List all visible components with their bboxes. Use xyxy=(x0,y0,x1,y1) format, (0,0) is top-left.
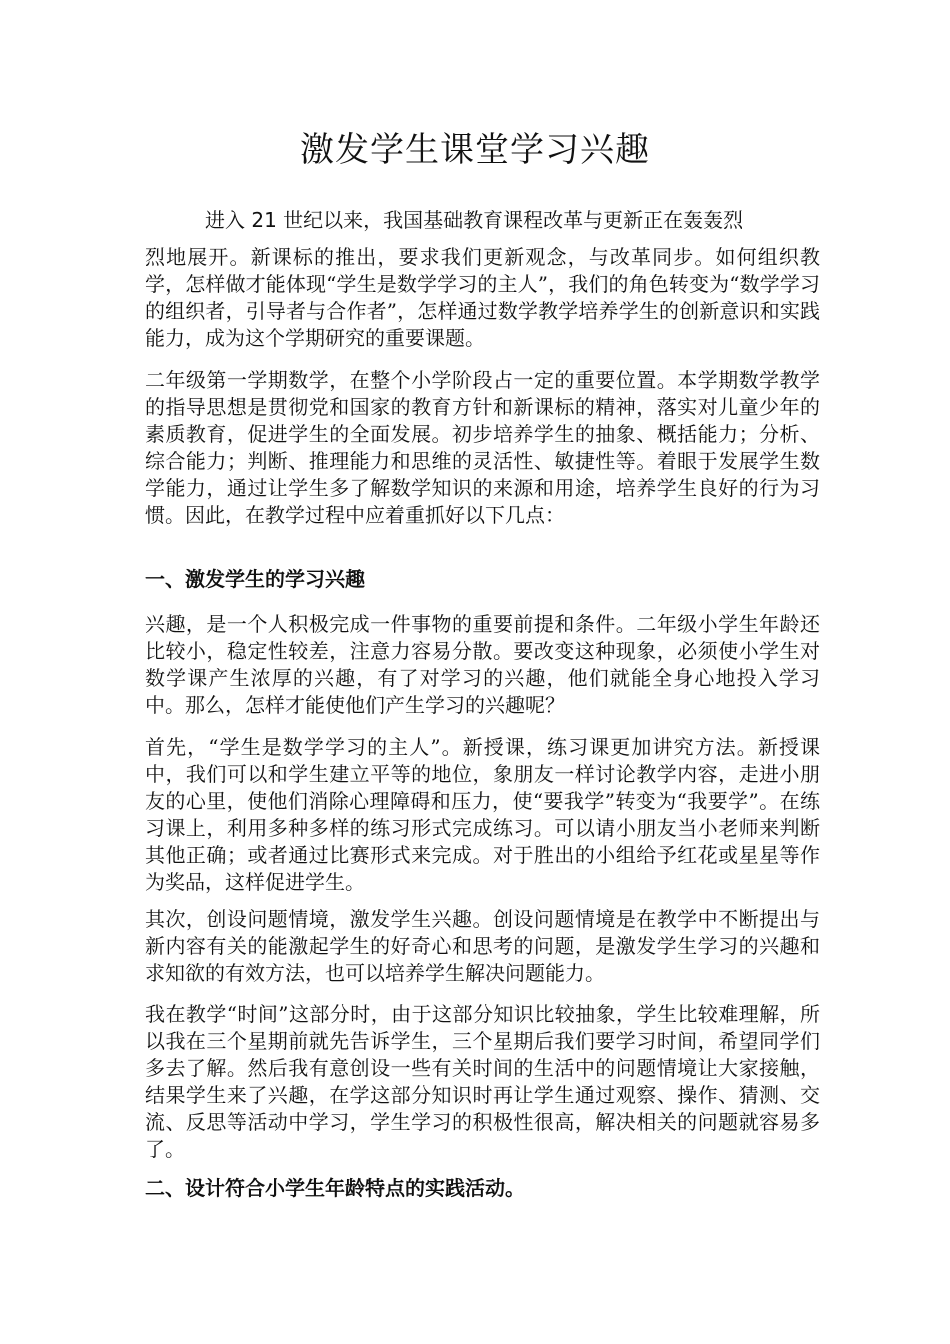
section-heading-2: 二、设计符合小学生年龄特点的实践活动。 xyxy=(145,1176,525,1200)
intro-first-line-pre: 进入 xyxy=(205,208,245,232)
paragraph-interest: 兴趣，是一个人积极完成一件事物的重要前提和条件。二年级小学生年龄还比较小，稳定性较差，注意力容易分散。要改变这种现象，必须使小学生对数学课产生浓厚的兴趣，有了对学习的兴趣，他们就能全身心地投入学习中。那么，怎样才能使他们产生学习的兴趣呢？ xyxy=(145,612,820,717)
paragraph-second: 其次，创设问题情境，激发学生兴趣。创设问题情境是在教学中不断提出与新内容有关的能激起学生的好奇心和思考的问题，是激发学生学习的兴趣和求知欲的有效方法，也可以培养学生解决问题能力。 xyxy=(145,907,820,985)
intro-first-line-post: 世纪以来，我国基础教育课程改革与更新正在轰轰烈 xyxy=(283,208,744,232)
paragraph-teaching-guideline: 二年级第一学期数学，在整个小学阶段占一定的重要位置。本学期数学教学的指导思想是贯彻党和国家的教育方针和新课标的精神，落实对儿童少年的素质教育，促进学生的全面发展。初步培养学生的抽象、概括能力；分析、综合能力；判断、推理能力和思维的灵活性、敏捷性等。着眼于发展学生数学能力，通过让学生多了解数学知识的来源和用途，培养学生良好的行为习惯。因此，在教学过程中应着重抓好以下几点： xyxy=(145,368,820,527)
paragraph-first: 首先，“学生是数学学习的主人”。新授课，练习课更加讲究方法。新授课中，我们可以和学生建立平等的地位，象朋友一样讨论教学内容，走进小朋友的心里，使他们消除心理障碍和压力，使“要我学”转变为“我要学”。在练习课上，利用多种多样的练习形式完成练习。可以请小朋友当小老师来判断其他正确；或者通过比赛形式来完成。对于胜出的小组给予红花或星星等作为奖品，这样促进学生。 xyxy=(145,735,820,894)
intro-first-line xyxy=(205,207,825,234)
intro-first-line-number: 21 xyxy=(251,208,277,232)
document-title: 激发学生课堂学习兴趣 xyxy=(300,130,650,170)
intro-paragraph-rest: 烈地展开。新课标的推出，要求我们更新观念，与改革同步。如何组织教学，怎样做才能体现“学生是数学学习的主人”，我们的角色转变为“数学学习的组织者，引导者与合作者”，怎样通过数学教学培养学生的创新意识和实践能力，成为这个学期研究的重要课题。 xyxy=(145,245,820,350)
section-heading-1: 一、激发学生的学习兴趣 xyxy=(145,567,365,591)
paragraph-time-lesson: 我在教学“时间”这部分时，由于这部分知识比较抽象，学生比较难理解，所以我在三个星期前就先告诉学生，三个星期后我们要学习时间，希望同学们多去了解。然后我有意创设一些有关时间的生活中的问题情境让大家接触，结果学生来了兴趣，在学这部分知识时再让学生通过观察、操作、猜测、交流、反思等活动中学习，学生学习的积极性很高，解决相关的问题就容易多了。 xyxy=(145,1002,820,1161)
